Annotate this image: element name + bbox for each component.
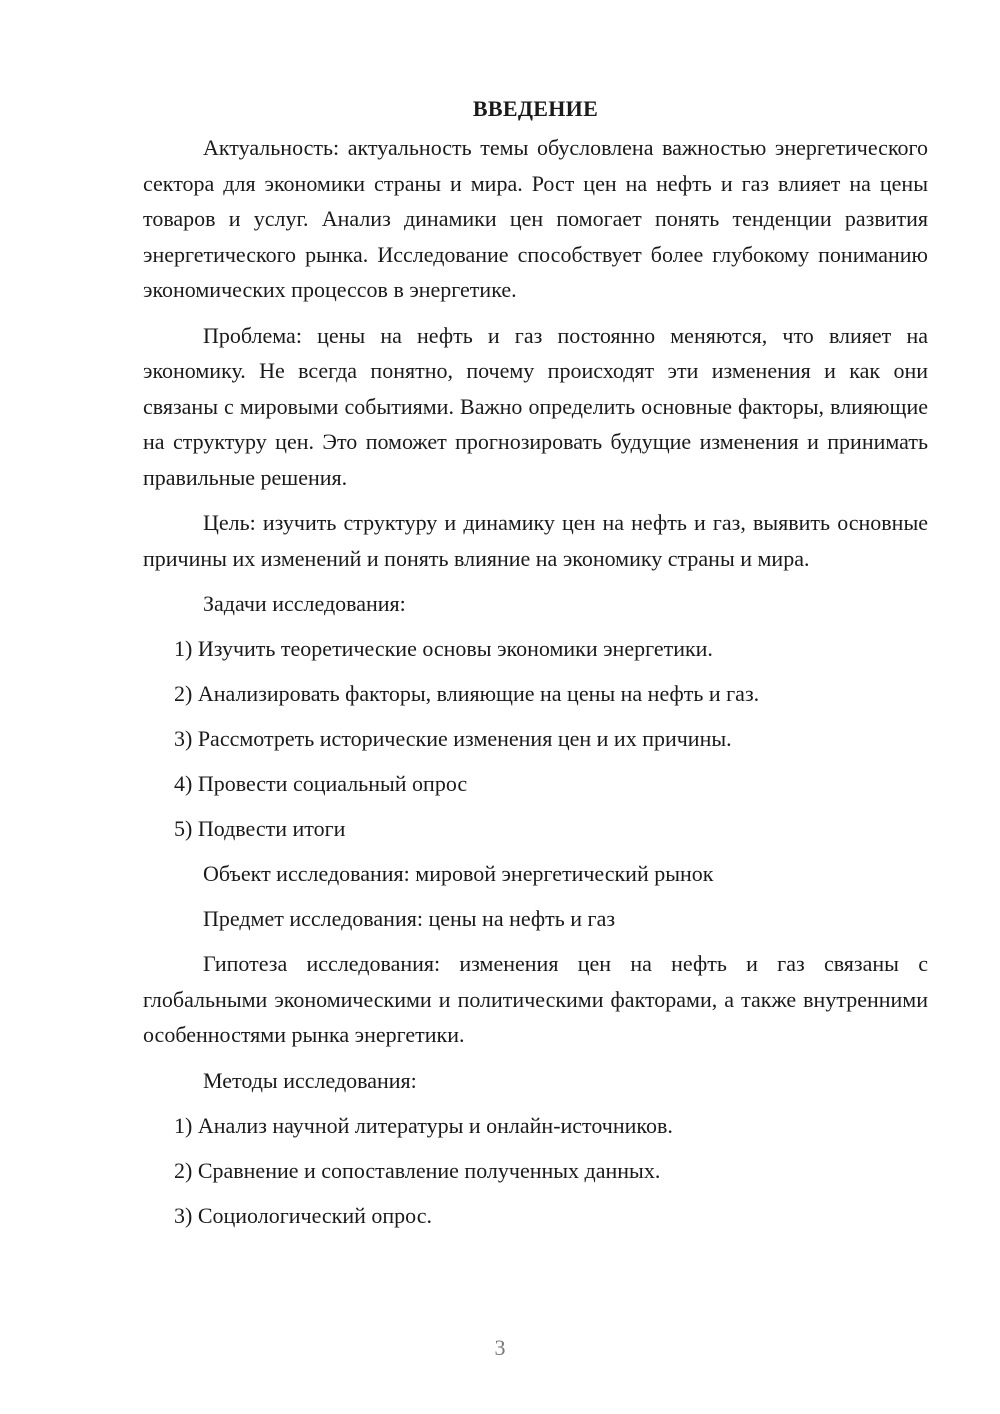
subject-line: Предмет исследования: цены на нефть и газ <box>203 906 616 931</box>
method-item: 1) Анализ научной литературы и онлайн-источников. <box>174 1112 673 1138</box>
document-page <box>143 94 928 1243</box>
relevance-paragraph: Актуальность: актуальность темы обусловлена важностью энергетического сектора для экономики страны и мира. Рост цен на нефть и газ влияет на цены товаров и услуг. Анализ динамики цен помогает понять тенденции развития энергетического рынка. Исследование способствует более глубокому пониманию экономических процессов в энергетике. <box>143 135 928 302</box>
task-item: 1) Изучить теоретические основы экономики энергетики. <box>174 636 713 661</box>
section-title: ВВЕДЕНИЕ <box>472 96 599 121</box>
method-item: 3) Социологический опрос. <box>174 1202 432 1228</box>
task-item: 4) Провести социальный опрос <box>174 771 468 796</box>
methods-heading: Методы исследования: <box>203 1067 417 1093</box>
hypothesis-paragraph: Гипотеза исследования: изменения цен на нефть и газ связаны с глобальными экономическими и политическими факторами, а также внутренними особенностями рынка энергетики. <box>143 951 928 1047</box>
page-number: 3 <box>494 1335 506 1360</box>
object-line: Объект исследования: мировой энергетический рынок <box>203 861 714 886</box>
tasks-heading: Задачи исследования: <box>203 591 406 616</box>
method-item: 2) Сравнение и сопоставление полученных данных. <box>174 1157 661 1183</box>
task-item: 3) Рассмотреть исторические изменения цен и их причины. <box>174 726 732 751</box>
goal-paragraph: Цель: изучить структуру и динамику цен на нефть и газ, выявить основные причины их изменений и понять влияние на экономику страны и мира. <box>143 510 928 571</box>
task-item: 5) Подвести итоги <box>174 816 346 841</box>
task-item: 2) Анализировать факторы, влияющие на цены на нефть и газ. <box>174 681 760 706</box>
problem-paragraph: Проблема: цены на нефть и газ постоянно меняются, что влияет на экономику. Не всегда понятно, почему происходят эти изменения и как они связаны с мировыми событиями. Важно определить основные факторы, влияющие на структуру цен. Это поможет прогнозировать будущие изменения и принимать правильные решения. <box>143 322 928 490</box>
